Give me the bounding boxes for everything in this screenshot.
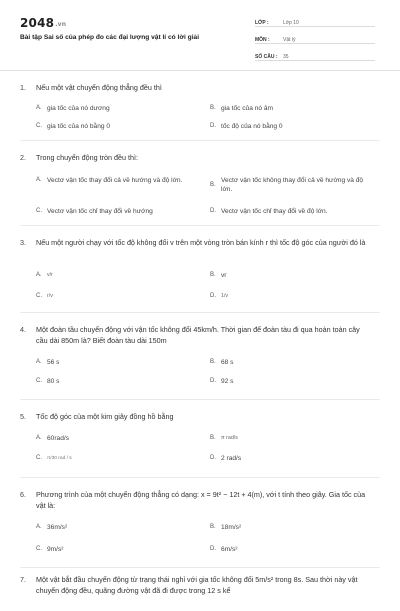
- question-item: [20, 226, 380, 313]
- answer-option[interactable]: [210, 292, 371, 301]
- meta-info: [255, 13, 375, 64]
- answer-option[interactable]: [36, 523, 197, 532]
- meta-row-class: [255, 13, 375, 27]
- option-letter: A.: [36, 177, 42, 183]
- answer-option[interactable]: [210, 377, 371, 386]
- question-number: 2.: [20, 153, 26, 162]
- option-letter: D.: [210, 378, 216, 384]
- option-letter: B.: [210, 181, 216, 188]
- question-stem: [20, 152, 371, 163]
- question-stem: [20, 82, 371, 93]
- option-letter: D.: [210, 455, 216, 461]
- question-item: [20, 71, 380, 141]
- option-text: Vectơ vận tốc thay đổi cả về hướng và độ lớn.: [47, 177, 183, 184]
- option-letter: C.: [36, 293, 42, 299]
- question-list: [0, 71, 400, 611]
- option-letter: D.: [210, 208, 216, 214]
- option-text: Vectơ vận tốc chỉ thay đổi về hướng: [47, 208, 153, 215]
- question-text: Trong chuyển động tròn đều thì:: [36, 153, 139, 162]
- answer-option[interactable]: [210, 545, 371, 554]
- question-number: 7.: [20, 575, 26, 584]
- answer-option[interactable]: [210, 271, 371, 280]
- question-item: [20, 313, 380, 400]
- answer-option[interactable]: [36, 104, 197, 113]
- meta-label: LỚP :: [255, 20, 269, 26]
- logo-text: 2048: [20, 16, 55, 30]
- question-text: Phương trình của một chuyển động thẳng có dạng: x = 9t² − 12t + 4(m), với t tính theo giây. Gia tốc của vật là:: [36, 490, 366, 510]
- option-letter: C.: [36, 546, 42, 552]
- option-text: 2 rad/s: [221, 455, 242, 462]
- question-text: Nếu một vật chuyển động thẳng đều thì: [36, 83, 162, 92]
- option-text: 80 s: [47, 378, 60, 385]
- option-letter: C.: [36, 208, 42, 214]
- option-letter: A.: [36, 105, 42, 111]
- question-stem: [20, 324, 371, 346]
- question-number: 3.: [20, 238, 26, 247]
- answer-option[interactable]: [36, 454, 197, 463]
- worksheet-header: [0, 0, 400, 71]
- question-number: 1.: [20, 83, 26, 92]
- option-letter: B.: [210, 435, 216, 441]
- document-title: Bài tập Sai số của phép đo các đại lượng vật lí có lời giải: [20, 34, 200, 41]
- option-text: r/v: [47, 293, 53, 299]
- site-logo[interactable]: [20, 16, 66, 30]
- question-number: 6.: [20, 490, 26, 499]
- option-letter: D.: [210, 123, 216, 129]
- meta-value: 35: [283, 54, 289, 60]
- option-text: 36m/s²: [47, 524, 68, 531]
- option-letter: C.: [36, 123, 42, 129]
- option-letter: B.: [210, 105, 216, 111]
- question-text: Một đoàn tầu chuyển động với vận tốc không đổi 45km/h. Thời gian để đoàn tàu đi qua hoàn toàn cây cầu dài 850m là? Biết đoàn tàu dài 150m: [36, 325, 360, 345]
- option-text: Vectơ vận tốc chỉ thay đổi về độ lớn.: [221, 208, 328, 215]
- answer-option[interactable]: [36, 122, 197, 131]
- question-number: 5.: [20, 412, 26, 421]
- meta-label: MÔN :: [255, 37, 270, 43]
- option-letter: B.: [210, 524, 216, 530]
- question-item: [20, 141, 380, 226]
- option-letter: A.: [36, 435, 42, 441]
- option-text: Vectơ vận tốc không thay đổi cả về hướng và độ lớn.: [221, 177, 364, 193]
- option-letter: B.: [210, 272, 216, 278]
- option-text: gia tốc của nó âm: [221, 105, 274, 112]
- question-item: [20, 568, 380, 611]
- answer-option[interactable]: [36, 434, 197, 443]
- answer-option[interactable]: [36, 358, 197, 367]
- question-text: Một vật bắt đầu chuyển động từ trạng thái nghỉ với gia tốc không đổi 5m/s² trong 8s. Sau thời này vật chuyển động đều, quãng đường vật đã đi được trong 12 s kể: [36, 575, 358, 595]
- option-text: 68 s: [221, 359, 234, 366]
- answer-option[interactable]: [36, 377, 197, 386]
- question-stem: [20, 489, 371, 511]
- option-letter: A.: [36, 524, 42, 530]
- answer-option[interactable]: [36, 207, 197, 216]
- option-letter: A.: [36, 272, 42, 278]
- question-item: [20, 478, 380, 568]
- logo-suffix: .vn: [55, 21, 67, 28]
- answer-option[interactable]: [210, 104, 371, 113]
- question-text: Tốc độ góc của một kim giây đồng hồ bằng: [36, 412, 174, 421]
- answer-option[interactable]: [210, 523, 371, 532]
- option-text: π rad/s: [221, 435, 238, 441]
- option-letter: D.: [210, 546, 216, 552]
- option-text: 60rad/s: [47, 435, 69, 442]
- question-item: [20, 400, 380, 478]
- option-letter: D.: [210, 293, 216, 299]
- option-text: π/30 rad / s: [47, 456, 72, 461]
- answer-option[interactable]: [36, 176, 187, 185]
- option-text: 9m/s²: [47, 546, 64, 553]
- option-text: 56 s: [47, 359, 60, 366]
- option-text: 6m/s²: [221, 546, 238, 553]
- option-text: v/r: [47, 272, 53, 278]
- meta-value: Vật lý: [283, 37, 296, 43]
- option-letter: B.: [210, 359, 216, 365]
- answer-option[interactable]: [210, 176, 366, 194]
- option-text: gia tốc của nó bằng 0: [47, 123, 111, 130]
- answer-option[interactable]: [36, 292, 197, 301]
- meta-row-subject: [255, 30, 375, 44]
- answer-option[interactable]: [36, 545, 197, 554]
- option-letter: C.: [36, 455, 42, 461]
- option-text: 1/v: [221, 293, 229, 299]
- answer-option[interactable]: [210, 454, 371, 463]
- question-text: Nếu một người chạy với tốc độ không đổi v trên một vòng tròn bán kính r thì tốc độ góc của người đó là: [36, 238, 366, 247]
- option-text: vr: [221, 272, 227, 279]
- question-stem: [20, 237, 371, 248]
- meta-label: SỐ CÂU :: [255, 54, 278, 60]
- option-letter: C.: [36, 378, 42, 384]
- option-text: 18m/s²: [221, 524, 242, 531]
- answer-option[interactable]: [210, 122, 371, 131]
- option-text: 92 s: [221, 378, 234, 385]
- answer-option[interactable]: [36, 271, 197, 280]
- meta-value: Lớp 10: [283, 20, 299, 26]
- option-text: gia tốc của nó dương: [47, 105, 110, 112]
- option-letter: A.: [36, 359, 42, 365]
- meta-row-count: [255, 47, 375, 61]
- answer-option[interactable]: [210, 207, 391, 216]
- question-stem: [20, 574, 371, 596]
- question-number: 4.: [20, 325, 26, 334]
- option-text: tốc độ của nó bằng 0: [221, 123, 283, 130]
- answer-option[interactable]: [210, 358, 371, 367]
- question-stem: [20, 411, 371, 422]
- answer-option[interactable]: [210, 434, 371, 443]
